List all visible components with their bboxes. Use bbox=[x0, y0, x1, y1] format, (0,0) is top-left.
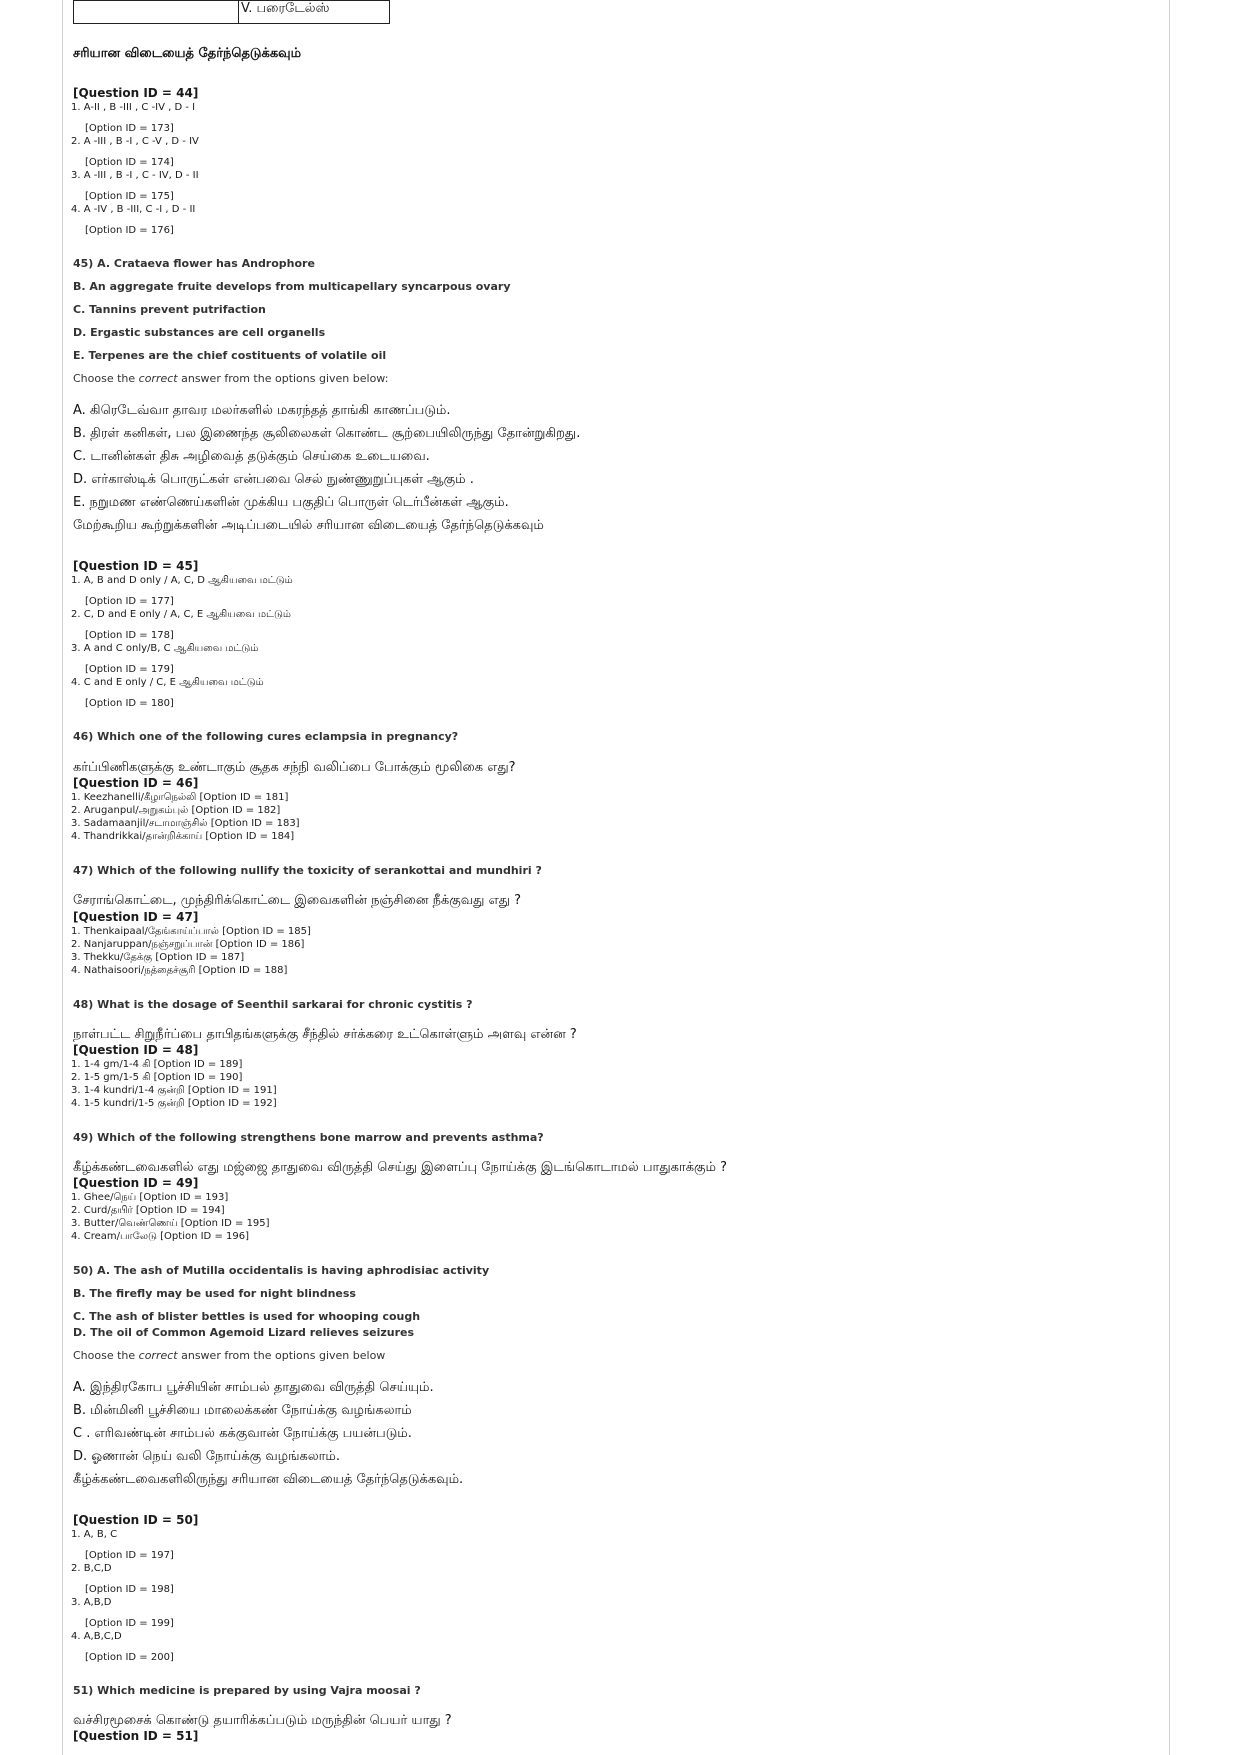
q47-option-2: 2. Nanjaruppan/நஞ்சறுப்பான் [Option ID = 186] bbox=[71, 939, 305, 950]
q49-question-id: [Question ID = 49] bbox=[73, 1176, 199, 1190]
q50-tamil-instruction: கீழ்க்கண்டவைகளிலிருந்து சரியான விடையைத் தேர்ந்தெடுக்கவும். bbox=[73, 1472, 464, 1487]
q44-option-1-id: [Option ID = 173] bbox=[85, 123, 174, 134]
q49-question-ta: கீழ்க்கண்டவைகளில் எது மஜ்ஜை தாதுவை விருத்தி செய்து இளைப்பு நோய்க்கு இடங்கொடாமல் பாதுகாக்கும் ? bbox=[73, 1160, 727, 1175]
q45-option-3: 3. A and C only/B, C ஆகியவை மட்டும் bbox=[71, 643, 259, 654]
q45-option-4-id: [Option ID = 180] bbox=[85, 698, 174, 709]
q45-option-1: 1. A, B and D only / A, C, D ஆகியவை மட்டும் bbox=[71, 575, 293, 586]
q44-tamil-instruction: சரியான விடையைத் தேர்ந்தெடுக்கவும் bbox=[73, 46, 302, 61]
q50-tamil-d: D. ஓணான் நெய் வலி நோய்க்கு வழங்கலாம். bbox=[73, 1449, 341, 1464]
q45-tamil-a: A. கிரெடேவ்வா தாவர மலர்களில் மகரந்தத் தாங்கி காணப்படும். bbox=[73, 403, 451, 418]
q44-option-2-id: [Option ID = 174] bbox=[85, 157, 174, 168]
q45-option-2: 2. C, D and E only / A, C, E ஆகியவை மட்டும் bbox=[71, 609, 291, 620]
q46-option-4: 4. Thandrikkai/தான்றிக்காய் [Option ID = 184] bbox=[71, 831, 295, 842]
q50-option-3: 3. A,B,D bbox=[71, 1597, 112, 1608]
q47-option-4: 4. Nathaisoori/நத்தைச்சூரி [Option ID = 188] bbox=[71, 965, 288, 976]
q45-statement-c: C. Tannins prevent putrifaction bbox=[73, 303, 266, 316]
q46-question-ta: கர்ப்பிணிகளுக்கு உண்டாகும் சூதக சந்நி வலிப்பை போக்கும் மூலிகை எது? bbox=[73, 760, 516, 775]
q48-option-1: 1. 1-4 gm/1-4 கி [Option ID = 189] bbox=[71, 1059, 243, 1070]
q50-option-2: 2. B,C,D bbox=[71, 1563, 112, 1574]
q48-option-4: 4. 1-5 kundri/1-5 குன்றி [Option ID = 192] bbox=[71, 1098, 277, 1109]
q51-question-en: 51) Which medicine is prepared by using Vajra moosai ? bbox=[73, 1684, 421, 1697]
q50-option-1-id: [Option ID = 197] bbox=[85, 1550, 174, 1561]
q44-option-3-id: [Option ID = 175] bbox=[85, 191, 174, 202]
q48-option-2: 2. 1-5 gm/1-5 கி [Option ID = 190] bbox=[71, 1072, 243, 1083]
q50-option-2-id: [Option ID = 198] bbox=[85, 1584, 174, 1595]
table-cell-answer-v: V. பரைடேல்ஸ் bbox=[239, 1, 390, 24]
q50-option-1: 1. A, B, C bbox=[71, 1529, 118, 1540]
q47-option-1: 1. Thenkaipaal/தேங்காய்ப்பால் [Option ID = 185] bbox=[71, 926, 311, 937]
q50-statement-b: B. The firefly may be used for night blindness bbox=[73, 1287, 356, 1300]
q48-question-ta: நாள்பட்ட சிறுநீர்ப்பை தாபிதங்களுக்கு சீந்தில் சர்க்கரை உட்கொள்ளும் அளவு என்ன ? bbox=[73, 1027, 577, 1042]
q50-tamil-c: C . எரிவண்டின் சாம்பல் கக்குவான் நோய்க்கு பயன்படும். bbox=[73, 1426, 412, 1441]
table-row bbox=[74, 1, 390, 24]
q49-option-1: 1. Ghee/நெய் [Option ID = 193] bbox=[71, 1192, 229, 1203]
q50-question-id: [Question ID = 50] bbox=[73, 1513, 199, 1527]
q49-option-2: 2. Curd/தயிர் [Option ID = 194] bbox=[71, 1205, 225, 1216]
q44-option-1: 1. A-II , B -III , C -IV , D - I bbox=[71, 102, 196, 113]
q51-question-id: [Question ID = 51] bbox=[73, 1729, 199, 1743]
q47-option-3: 3. Thekku/தேக்கு [Option ID = 187] bbox=[71, 952, 245, 963]
q45-tamil-e: E. நறுமண எண்ணெய்களின் முக்கிய பகுதிப் பொருள் டெர்பீன்கள் ஆகும். bbox=[73, 495, 509, 510]
q47-question-id: [Question ID = 47] bbox=[73, 910, 199, 924]
q45-option-2-id: [Option ID = 178] bbox=[85, 630, 174, 641]
q46-question-id: [Question ID = 46] bbox=[73, 776, 199, 790]
q49-question-en: 49) Which of the following strengthens bone marrow and prevents asthma? bbox=[73, 1131, 544, 1144]
q45-statement-b: B. An aggregate fruite develops from multicapellary syncarpous ovary bbox=[73, 280, 511, 293]
q50-option-3-id: [Option ID = 199] bbox=[85, 1618, 174, 1629]
q45-tamil-instruction: மேற்கூறிய கூற்றுக்களின் அடிப்படையில் சரியான விடையைத் தேர்ந்தெடுக்கவும் bbox=[73, 518, 544, 533]
q44-option-4: 4. A -IV , B -III, C -I , D - II bbox=[71, 204, 196, 215]
document-page bbox=[62, 0, 1170, 1755]
q50-statement-d: D. The oil of Common Agemoid Lizard relieves seizures bbox=[73, 1326, 415, 1339]
q51-question-ta: வச்சிரமூசைக் கொண்டு தயாரிக்கப்படும் மருந்தின் பெயர் யாது ? bbox=[73, 1713, 452, 1728]
q47-question-ta: சேராங்கொட்டை, முந்திரிக்கொட்டை இவைகளின் நஞ்சினை நீக்குவது எது ? bbox=[73, 893, 522, 908]
q45-tamil-d: D. எர்காஸ்டிக் பொருட்கள் என்பவை செல் நுண்ணுறுப்புகள் ஆகும் . bbox=[73, 472, 474, 487]
q44-question-id: [Question ID = 44] bbox=[73, 86, 199, 100]
q50-option-4-id: [Option ID = 200] bbox=[85, 1652, 174, 1663]
q45-option-1-id: [Option ID = 177] bbox=[85, 596, 174, 607]
q48-question-id: [Question ID = 48] bbox=[73, 1043, 199, 1057]
match-table-fragment bbox=[73, 0, 390, 24]
q46-question-en: 46) Which one of the following cures eclampsia in pregnancy? bbox=[73, 730, 459, 743]
q50-tamil-b: B. மின்மினி பூச்சியை மாலைக்கண் நோய்க்கு வழங்கலாம் bbox=[73, 1403, 412, 1418]
q49-option-3: 3. Butter/வெண்ணெய் [Option ID = 195] bbox=[71, 1218, 270, 1229]
q45-statement-a: 45) A. Crataeva flower has Androphore bbox=[73, 257, 315, 270]
q46-option-1: 1. Keezhanelli/கீழாநெல்லி [Option ID = 181] bbox=[71, 792, 289, 803]
q50-statement-a: 50) A. The ash of Mutilla occidentalis is having aphrodisiac activity bbox=[73, 1264, 490, 1277]
q50-option-4: 4. A,B,C,D bbox=[71, 1631, 122, 1642]
q45-option-3-id: [Option ID = 179] bbox=[85, 664, 174, 675]
q47-question-en: 47) Which of the following nullify the toxicity of serankottai and mundhiri ? bbox=[73, 864, 542, 877]
q45-question-id: [Question ID = 45] bbox=[73, 559, 199, 573]
q45-choose-instruction: Choose the correct answer from the options given below: bbox=[73, 372, 389, 385]
table-cell-empty bbox=[74, 1, 239, 24]
q45-statement-d: D. Ergastic substances are cell organells bbox=[73, 326, 326, 339]
q46-option-2: 2. Aruganpul/அறுகம்புல் [Option ID = 182] bbox=[71, 805, 281, 816]
q45-tamil-c: C. டானின்கள் திசு அழிவைத் தடுக்கும் செய்கை உடையவை. bbox=[73, 449, 430, 464]
q45-statement-e: E. Terpenes are the chief costituents of volatile oil bbox=[73, 349, 387, 362]
q46-option-3: 3. Sadamaanjil/சடாமாஞ்சில் [Option ID = 183] bbox=[71, 818, 300, 829]
q50-tamil-a: A. இந்திரகோப பூச்சியின் சாம்பல் தாதுவை விருத்தி செய்யும். bbox=[73, 1380, 434, 1395]
q50-choose-instruction: Choose the correct answer from the options given below bbox=[73, 1349, 386, 1362]
q45-option-4: 4. C and E only / C, E ஆகியவை மட்டும் bbox=[71, 677, 264, 688]
q49-option-4: 4. Cream/பாலேடு [Option ID = 196] bbox=[71, 1231, 249, 1242]
q45-tamil-b: B. திரள் கனிகள், பல இணைந்த சூலிலைகள் கொண்ட சூற்பையிலிருந்து தோன்றுகிறது. bbox=[73, 426, 581, 441]
q44-option-2: 2. A -III , B -I , C -V , D - IV bbox=[71, 136, 199, 147]
q44-option-3: 3. A -III , B -I , C - IV, D - II bbox=[71, 170, 199, 181]
q48-question-en: 48) What is the dosage of Seenthil sarkarai for chronic cystitis ? bbox=[73, 998, 473, 1011]
q48-option-3: 3. 1-4 kundri/1-4 குன்றி [Option ID = 191] bbox=[71, 1085, 277, 1096]
q44-option-4-id: [Option ID = 176] bbox=[85, 225, 174, 236]
q50-statement-c: C. The ash of blister bettles is used for whooping cough bbox=[73, 1310, 421, 1323]
